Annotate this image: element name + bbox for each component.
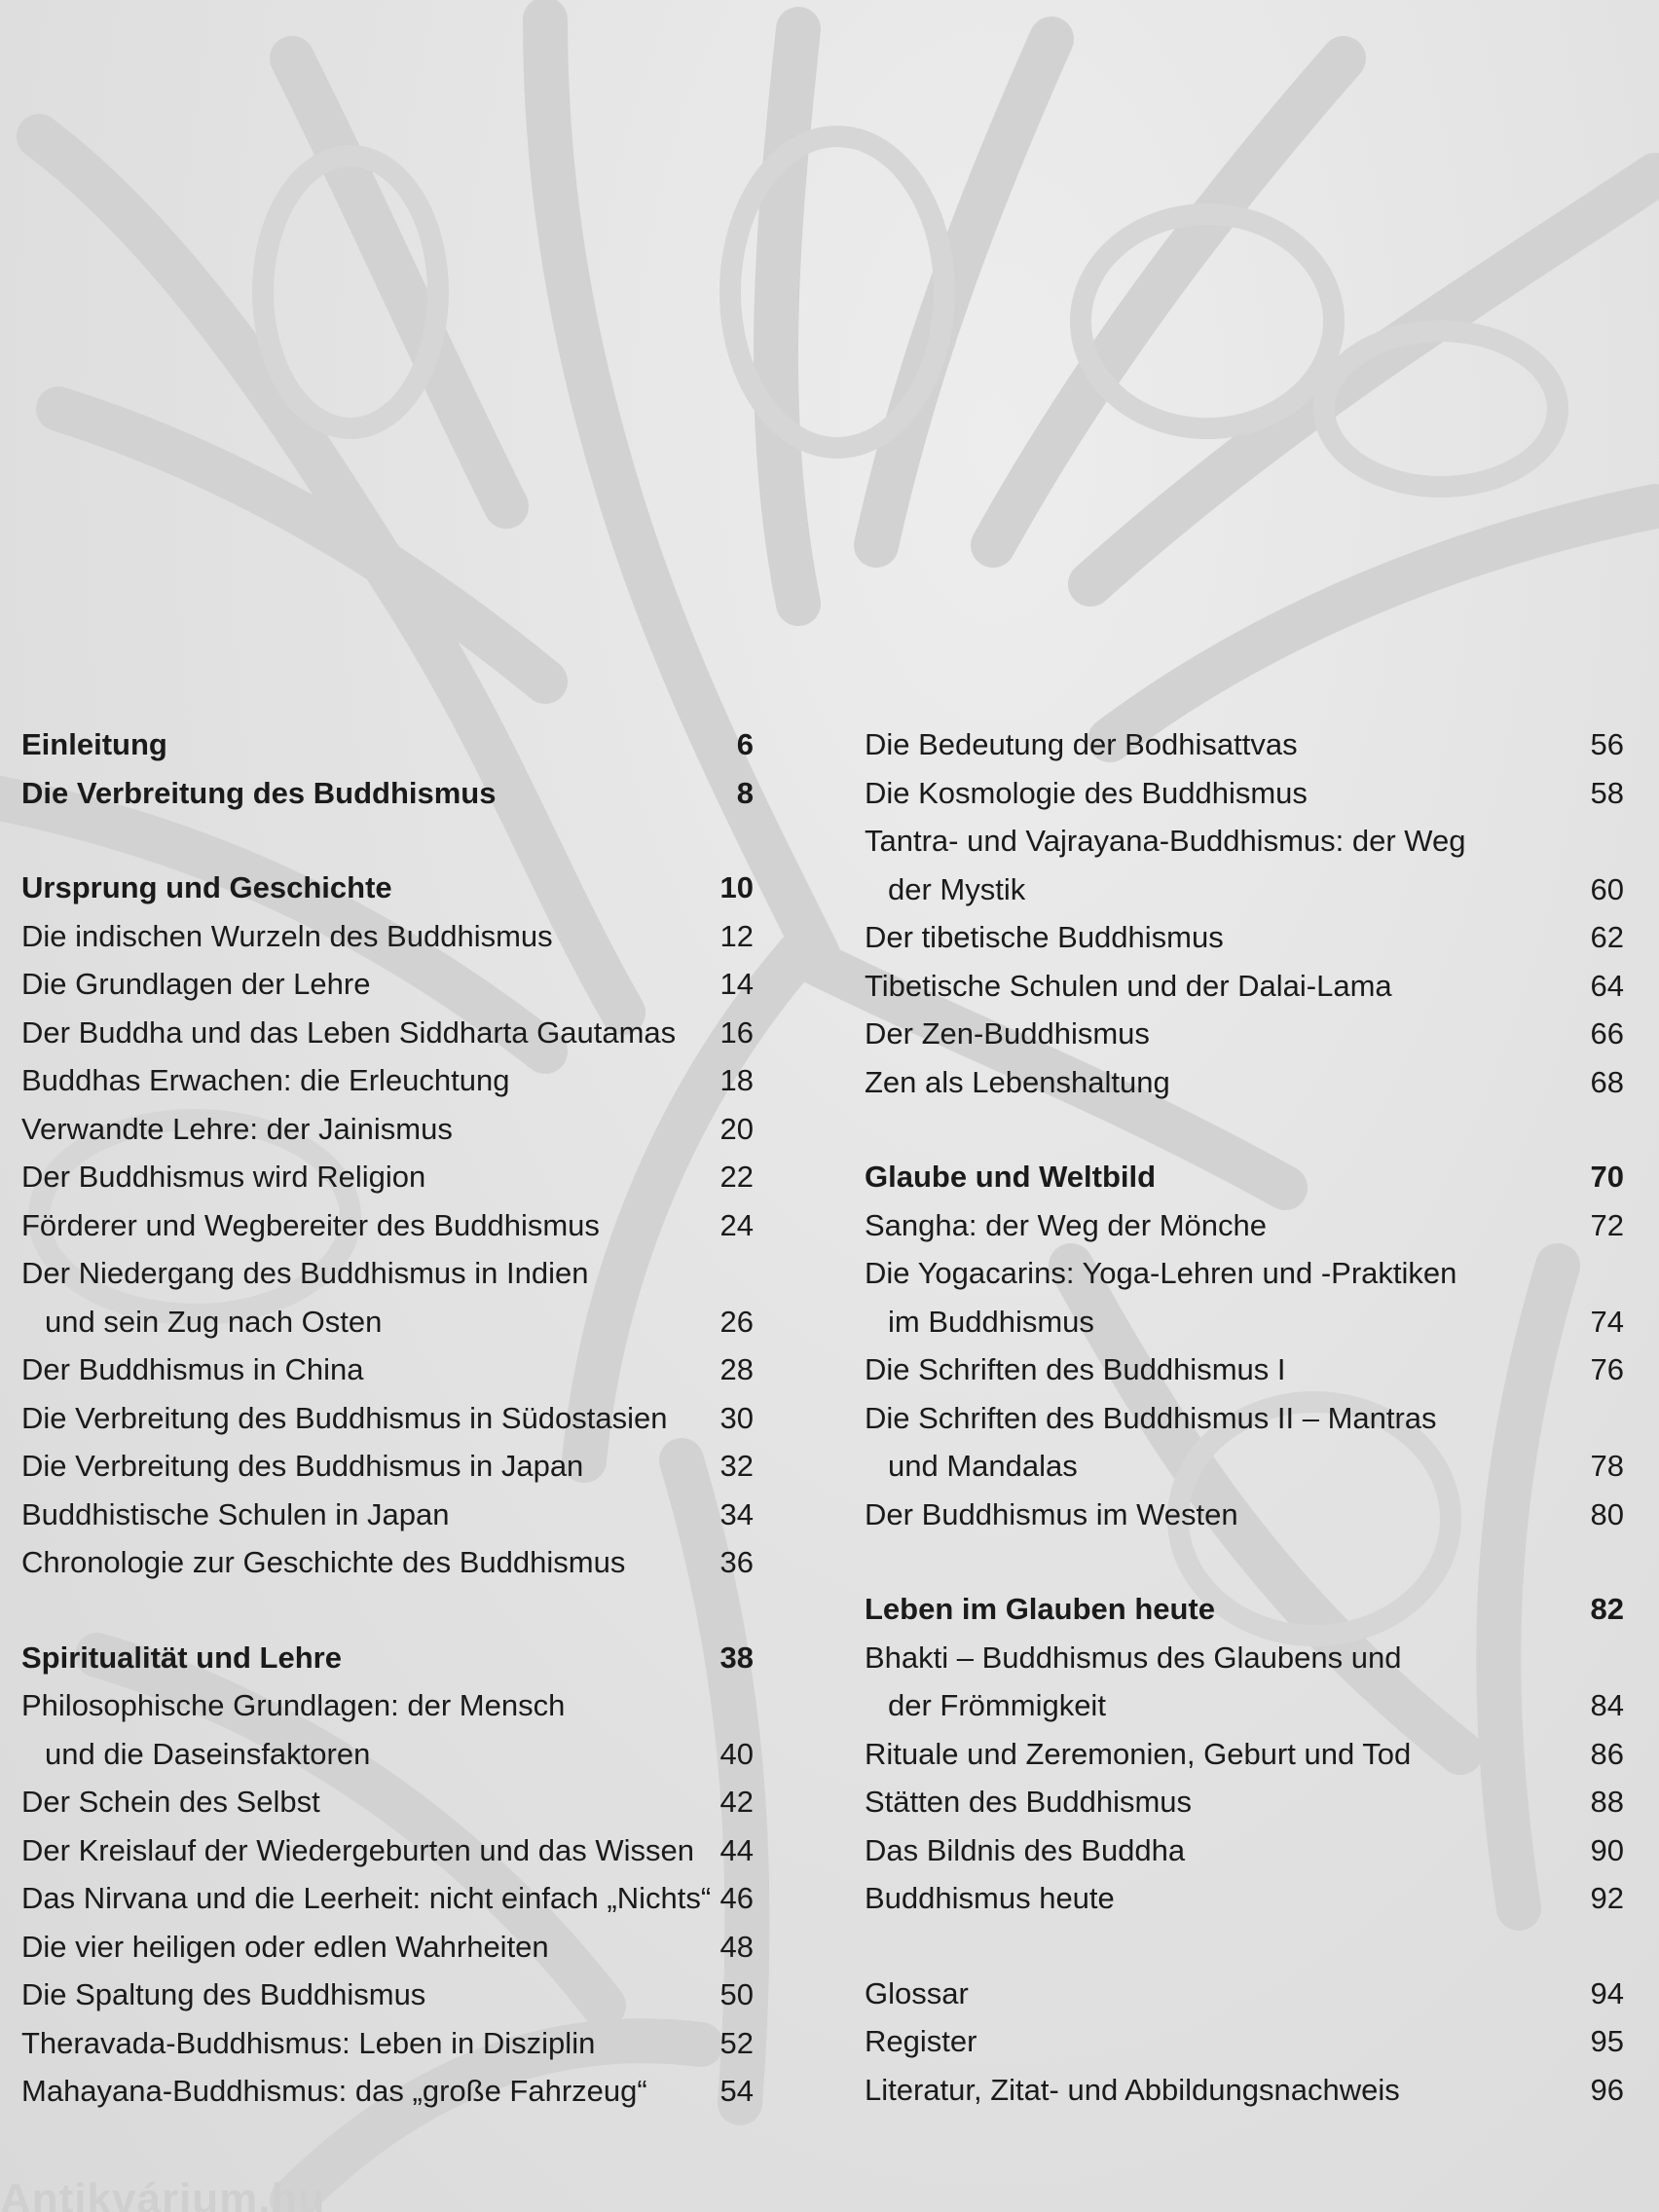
toc-entry[interactable] [21, 1923, 771, 1972]
entry-title: Einleitung [21, 727, 167, 761]
toc-entry[interactable] [21, 1538, 771, 1587]
page-number: 10 [719, 870, 754, 904]
page-number: 52 [719, 2025, 754, 2060]
page-number: 42 [719, 1785, 754, 1819]
page-number: 6 [736, 727, 754, 761]
watermark: Antikvárium.hu [0, 2175, 326, 2212]
page-number: 28 [719, 1352, 754, 1386]
toc-entry[interactable] [865, 1970, 1624, 2018]
entry-title-continued: und sein Zug nach Osten [45, 1304, 383, 1339]
toc-entry[interactable] [865, 1874, 1624, 1923]
page-number: 60 [1590, 871, 1624, 906]
entry-title: Der Buddhismus wird Religion [21, 1160, 426, 1194]
entry-title: Förderer und Wegbereiter des Buddhismus [21, 1207, 600, 1242]
toc-entry[interactable] [21, 1778, 771, 1826]
page-number: 14 [719, 967, 754, 1001]
toc-entry[interactable] [865, 1634, 1624, 1730]
page-number: 54 [719, 2074, 754, 2108]
entry-title: Die Grundlagen der Lehre [21, 967, 371, 1001]
page-number: 95 [1590, 2024, 1624, 2058]
entry-title: Buddhas Erwachen: die Erleuchtung [21, 1063, 510, 1097]
page-number: 56 [1590, 727, 1624, 761]
toc-entry[interactable] [21, 1153, 771, 1201]
page-number: 38 [719, 1640, 754, 1675]
page-number: 30 [719, 1400, 754, 1435]
toc-entry[interactable] [21, 2019, 771, 2068]
toc-entry[interactable] [865, 769, 1624, 818]
toc-section-heading[interactable] [21, 1634, 771, 1682]
entry-title: Philosophische Grundlagen: der Mensch [21, 1688, 566, 1722]
entry-title: Der Buddhismus im Westen [865, 1496, 1238, 1531]
entry-title: Der Niedergang des Buddhismus in Indien [21, 1256, 589, 1290]
entry-title: Theravada-Buddhismus: Leben in Disziplin [21, 2025, 596, 2060]
toc-entry[interactable] [21, 2067, 771, 2116]
entry-title: Stätten des Buddhismus [865, 1785, 1193, 1819]
page-number: 78 [1590, 1449, 1624, 1483]
entry-title: Die vier heiligen oder edlen Wahrheiten [21, 1929, 549, 1964]
entry-title: Die Yogacarins: Yoga-Lehren und -Praktiken [865, 1256, 1457, 1290]
entry-title: Buddhistische Schulen in Japan [21, 1496, 450, 1531]
toc-entry[interactable] [21, 1681, 771, 1778]
entry-title: Glossar [865, 1975, 969, 2010]
entry-title: Rituale und Zeremonien, Geburt und Tod [865, 1736, 1412, 1771]
toc-entry[interactable] [865, 1346, 1624, 1394]
page-number: 84 [1590, 1688, 1624, 1722]
page-number: 96 [1590, 2072, 1624, 2107]
entry-title: Tibetische Schulen und der Dalai-Lama [865, 968, 1392, 1003]
toc-entry[interactable] [865, 1826, 1624, 1875]
page-number: 36 [719, 1545, 754, 1579]
toc-entry[interactable] [21, 960, 771, 1009]
toc-entry[interactable] [865, 1730, 1624, 1779]
page-number: 88 [1590, 1785, 1624, 1819]
section-gap [865, 1538, 1624, 1585]
page-number: 20 [719, 1111, 754, 1146]
page-number: 58 [1590, 775, 1624, 810]
toc-entry[interactable] [21, 1249, 771, 1346]
page-number: 8 [736, 775, 754, 810]
entry-title-continued: im Buddhismus [888, 1304, 1094, 1339]
entry-title: Die Kosmologie des Buddhismus [865, 775, 1308, 810]
toc-entry[interactable] [21, 1971, 771, 2019]
page-number: 68 [1590, 1064, 1624, 1099]
page-number: 76 [1590, 1352, 1624, 1386]
entry-title: Die Verbreitung des Buddhismus in Südostasien [21, 1400, 668, 1435]
page-number: 94 [1590, 1975, 1624, 2010]
page-number: 92 [1590, 1881, 1624, 1915]
toc-entry[interactable] [21, 1056, 771, 1105]
toc-entry[interactable] [865, 1010, 1624, 1058]
entry-title: Bhakti – Buddhismus des Glaubens und [865, 1640, 1402, 1675]
toc-entry[interactable] [865, 720, 1624, 769]
entry-title: Ursprung und Geschichte [21, 870, 392, 904]
toc-entry[interactable] [865, 1778, 1624, 1826]
entry-title-continued: und die Daseinsfaktoren [45, 1736, 371, 1771]
toc-entry[interactable] [865, 1201, 1624, 1250]
entry-title: Buddhismus heute [865, 1881, 1115, 1915]
entry-title: Der Buddha und das Leben Siddharta Gautamas [21, 1014, 677, 1050]
entry-title-continued: der Mystik [888, 871, 1026, 906]
toc-entry[interactable] [21, 1491, 771, 1539]
page-number: 32 [719, 1449, 754, 1483]
entry-title: Der Kreislauf der Wiedergeburten und das Wissen [21, 1832, 694, 1867]
page-number: 22 [719, 1160, 754, 1194]
page-number: 16 [719, 1014, 754, 1050]
toc-entry[interactable] [21, 1394, 771, 1443]
toc-entry[interactable] [865, 1394, 1624, 1491]
page-number: 48 [719, 1929, 754, 1964]
page-number: 80 [1590, 1496, 1624, 1531]
entry-title: Tantra- und Vajrayana-Buddhismus: der Weg [865, 824, 1466, 858]
page-number: 34 [719, 1496, 754, 1531]
entry-title: Die Schriften des Buddhismus I [865, 1352, 1286, 1386]
toc-entry[interactable] [865, 817, 1624, 913]
entry-title: Glaube und Weltbild [865, 1160, 1157, 1194]
toc-entry[interactable] [21, 1442, 771, 1491]
entry-title: Leben im Glauben heute [865, 1592, 1215, 1626]
entry-title-continued: und Mandalas [888, 1449, 1078, 1483]
toc-entry[interactable] [865, 913, 1624, 962]
entry-title: Verwandte Lehre: der Jainismus [21, 1111, 453, 1146]
toc-entry[interactable] [21, 912, 771, 961]
page-number: 26 [719, 1304, 754, 1339]
page-number: 18 [719, 1063, 754, 1097]
toc-section-heading[interactable] [21, 864, 771, 912]
toc-section-heading[interactable] [21, 769, 771, 818]
page-number: 90 [1590, 1832, 1624, 1867]
section-gap [865, 1106, 1624, 1153]
toc-entry[interactable] [865, 1058, 1624, 1107]
entry-title-continued: der Frömmigkeit [888, 1688, 1106, 1722]
entry-title: Literatur, Zitat- und Abbildungsnachweis [865, 2072, 1400, 2107]
entry-title: Das Nirvana und die Leerheit: nicht einfach „Nichts“ [21, 1881, 712, 1915]
entry-title: Der tibetische Buddhismus [865, 920, 1224, 954]
toc-entry[interactable] [865, 1491, 1624, 1539]
entry-title: Die Schriften des Buddhismus II – Mantras [865, 1400, 1437, 1435]
toc-entry[interactable] [865, 962, 1624, 1011]
page-number: 64 [1590, 968, 1624, 1003]
page-number: 72 [1590, 1207, 1624, 1242]
toc-section-heading[interactable] [865, 1585, 1624, 1634]
entry-title: Spiritualität und Lehre [21, 1640, 342, 1675]
page-number: 74 [1590, 1304, 1624, 1339]
toc-section-heading[interactable] [865, 1153, 1624, 1201]
page-number: 62 [1590, 920, 1624, 954]
entry-title: Der Schein des Selbst [21, 1785, 320, 1819]
toc-left-column [21, 720, 771, 2116]
entry-title: Der Zen-Buddhismus [865, 1016, 1150, 1051]
section-gap [865, 1923, 1624, 1970]
section-gap [21, 1587, 771, 1634]
entry-title: Register [865, 2024, 977, 2058]
entry-title: Mahayana-Buddhismus: das „große Fahrzeug“ [21, 2074, 647, 2108]
toc-section-heading[interactable] [21, 720, 771, 769]
entry-title: Die Bedeutung der Bodhisattvas [865, 727, 1298, 761]
entry-title: Die Verbreitung des Buddhismus [21, 775, 497, 810]
toc-entry[interactable] [21, 1009, 771, 1057]
entry-title: Die Verbreitung des Buddhismus in Japan [21, 1449, 584, 1483]
toc-entry[interactable] [865, 1249, 1624, 1346]
entry-title: Chronologie zur Geschichte des Buddhismus [21, 1545, 626, 1579]
entry-title: Die Spaltung des Buddhismus [21, 1977, 426, 2011]
page-number: 46 [719, 1881, 754, 1915]
entry-title: Die indischen Wurzeln des Buddhismus [21, 918, 553, 953]
page-number: 70 [1590, 1160, 1624, 1194]
toc-entry[interactable] [865, 2017, 1624, 2066]
toc-entry[interactable] [21, 1346, 771, 1394]
toc-entry[interactable] [21, 1201, 771, 1250]
entry-title: Zen als Lebenshaltung [865, 1064, 1170, 1099]
page-number: 82 [1590, 1592, 1624, 1626]
page-number: 44 [719, 1832, 754, 1867]
toc-right-column [865, 720, 1624, 2114]
entry-title: Sangha: der Weg der Mönche [865, 1207, 1268, 1242]
page-number: 24 [719, 1207, 754, 1242]
page-number: 50 [719, 1977, 754, 2011]
entry-title: Das Bildnis des Buddha [865, 1832, 1186, 1867]
page-number: 40 [719, 1736, 754, 1771]
page-number: 12 [719, 918, 754, 953]
section-gap [21, 817, 771, 864]
page-number: 86 [1590, 1736, 1624, 1771]
toc-entry[interactable] [21, 1826, 771, 1875]
toc-entry[interactable] [21, 1105, 771, 1154]
toc-entry[interactable] [865, 2066, 1624, 2115]
toc-entry[interactable] [21, 1874, 771, 1923]
entry-title: Der Buddhismus in China [21, 1352, 364, 1386]
page-number: 66 [1590, 1016, 1624, 1051]
